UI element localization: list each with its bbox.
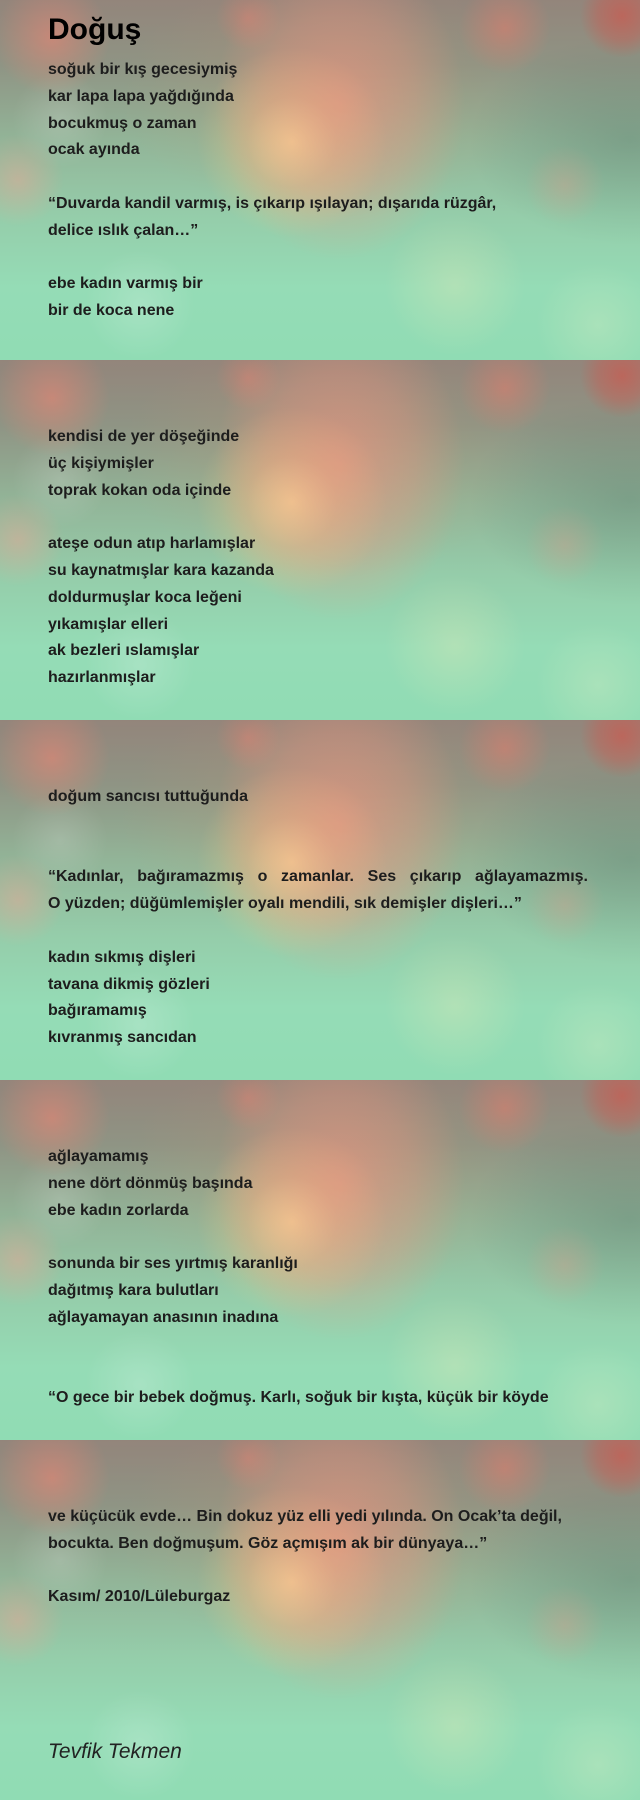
poem-line: bocukmuş o zaman bbox=[48, 114, 197, 132]
poem-line: Kasım/ 2010/Lüleburgaz bbox=[48, 1588, 231, 1606]
poem-line: hazırlanmışlar bbox=[48, 669, 156, 687]
poem-line-blank bbox=[48, 1224, 640, 1251]
poem-line: toprak kokan oda içinde bbox=[48, 481, 232, 499]
poem-line: bocukta. Ben doğmuşum. Göz açmışım ak bir dünyaya…” bbox=[48, 1534, 488, 1552]
stanza-block-2 bbox=[0, 360, 640, 720]
poem-line: doldurmuşlar koca leğeni bbox=[48, 588, 242, 606]
poem-line-blank bbox=[48, 1332, 640, 1359]
poem-line: kar lapa lapa yağdığında bbox=[48, 87, 234, 105]
poem-line-blank bbox=[48, 1558, 640, 1585]
poem-author: Tevfik Tekmen bbox=[48, 1740, 182, 1763]
poem-line: “Duvarda kandil varmış, is çıkarıp ışılayan; dışarıda rüzgâr, bbox=[48, 194, 497, 212]
poem-line: su kaynatmışlar kara kazanda bbox=[48, 561, 274, 579]
poem-line: ak bezleri ıslamışlar bbox=[48, 642, 200, 660]
poem-line: ve küçücük evde… Bin dokuz yüz elli yedi yılında. On Ocak’ta değil, bbox=[48, 1508, 562, 1525]
stanza-lines bbox=[0, 1440, 640, 1611]
poem-line: ağlayamayan anasının inadına bbox=[48, 1308, 279, 1326]
poem-line-blank bbox=[48, 811, 640, 838]
poem-line-blank bbox=[48, 1358, 640, 1385]
poem-line: yıkamışlar elleri bbox=[48, 615, 169, 633]
stanza-lines bbox=[0, 1080, 640, 1412]
poem-line: ebe kadın zorlarda bbox=[48, 1201, 189, 1219]
poem-line: delice ıslık çalan…” bbox=[48, 221, 199, 239]
poem-line: ateşe odun atıp harlamışlar bbox=[48, 535, 256, 553]
poem-line: ağlayamamış bbox=[48, 1148, 149, 1165]
stanza-block-5 bbox=[0, 1440, 640, 1800]
poem-line: ebe kadın varmış bir bbox=[48, 275, 203, 293]
poem-line-blank bbox=[48, 504, 640, 531]
poem-line: kıvranmış sancıdan bbox=[48, 1029, 197, 1047]
poem-line: dağıtmış kara bulutları bbox=[48, 1281, 219, 1299]
poem-title: Doğuş bbox=[48, 13, 142, 46]
stanza-block-3 bbox=[0, 720, 640, 1080]
poem-line: nene dört dönmüş başında bbox=[48, 1174, 253, 1192]
poem-line-blank bbox=[48, 838, 640, 865]
poem-line: soğuk bir kış gecesiymiş bbox=[48, 61, 238, 78]
poem-line: sonunda bir ses yırtmış karanlığı bbox=[48, 1255, 298, 1273]
poem-line: “O gece bir bebek doğmuş. Karlı, soğuk bir kışta, küçük bir köyde bbox=[48, 1389, 549, 1407]
poem-line: ocak ayında bbox=[48, 141, 140, 159]
poem-line: O yüzden; düğümlemişler oyalı mendili, sık demişler dişleri…” bbox=[48, 895, 522, 913]
stanza-lines bbox=[0, 360, 640, 692]
stanza-lines bbox=[0, 57, 640, 325]
poem-line: doğum sancısı tuttuğunda bbox=[48, 788, 248, 805]
poem-line: kadın sıkmış dişleri bbox=[48, 948, 196, 966]
poem-line-blank bbox=[48, 918, 640, 945]
poem-line-blank bbox=[48, 164, 640, 191]
stanza-lines bbox=[0, 720, 640, 1052]
poem-line-blank bbox=[48, 245, 640, 272]
poem-line: bir de koca nene bbox=[48, 302, 175, 320]
stanza-block-4 bbox=[0, 1080, 640, 1440]
poem-line: “Kadınlar, bağıramazmış o zamanlar. Ses çıkarıp ağlayamazmış. bbox=[48, 868, 588, 886]
poem-line: kendisi de yer döşeğinde bbox=[48, 428, 240, 445]
poem-line: üç kişiymişler bbox=[48, 454, 154, 472]
poem-line: bağıramamış bbox=[48, 1002, 147, 1020]
stanza-block-1 bbox=[0, 0, 640, 360]
poem-line: tavana dikmiş gözleri bbox=[48, 975, 210, 993]
